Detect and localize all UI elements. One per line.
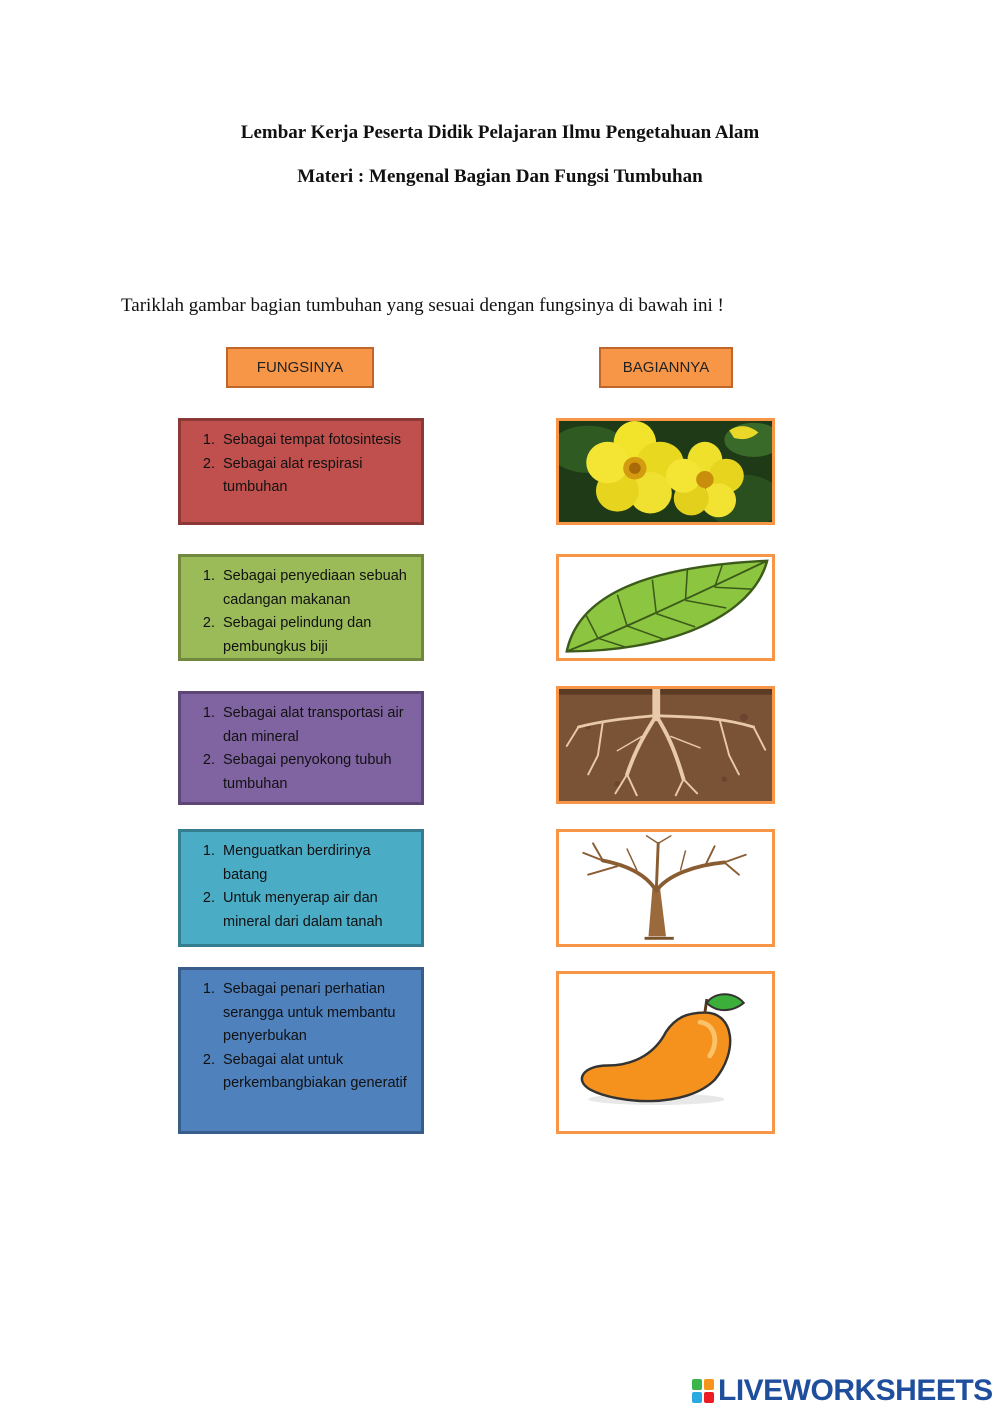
function-item: 2. Sebagai alat respirasi tumbuhan [219,453,415,500]
root-image [559,689,772,801]
part-card-flower[interactable] [556,418,775,525]
function-item: 1. Sebagai tempat fotosintesis [219,429,415,453]
liveworksheets-logo [692,1374,993,1408]
column-header-parts: BAGIANNYA [599,347,733,388]
function-item: 2. Untuk menyerap air dan mineral dari dalam tanah [219,887,415,934]
page-title: Lembar Kerja Peserta Didik Pelajaran Ilmu Pengetahuan Alam [240,122,760,143]
function-card-5[interactable] [178,967,424,1134]
part-card-root[interactable] [556,686,775,804]
part-card-tree-stem[interactable] [556,829,775,947]
function-item: 1. Sebagai penyediaan sebuah cadangan makanan [219,565,415,612]
instruction-text: Tariklah gambar bagian tumbuhan yang sesuai dengan fungsinya di bawah ini ! [121,295,724,316]
function-card-2[interactable] [178,554,424,661]
function-item: 2. Sebagai penyokong tubuh tumbuhan [219,749,415,796]
function-card-3[interactable] [178,691,424,805]
function-item: 1. Menguatkan berdirinya batang [219,840,415,887]
part-card-mango[interactable] [556,971,775,1134]
function-card-4[interactable] [178,829,424,947]
mango-fruit-image [559,974,772,1131]
page-subtitle: Materi : Mengenal Bagian Dan Fungsi Tumbuhan [297,166,703,187]
tree-stem-image [559,832,772,944]
liveworksheets-logo-icon [692,1379,714,1403]
leaf-image [559,557,772,658]
function-card-1[interactable] [178,418,424,525]
function-item: 2. Sebagai alat untuk perkembangbiakan generatif [219,1049,415,1096]
brand-name: LIVEWORKSHEETS [718,1374,993,1407]
flower-image [559,421,772,522]
function-item: 1. Sebagai penari perhatian serangga untuk membantu penyerbukan [219,978,415,1049]
function-item: 2. Sebagai pelindung dan pembungkus biji [219,612,415,659]
function-item: 1. Sebagai alat transportasi air dan mineral [219,702,415,749]
part-card-leaf[interactable] [556,554,775,661]
column-header-functions: FUNGSINYA [226,347,374,388]
